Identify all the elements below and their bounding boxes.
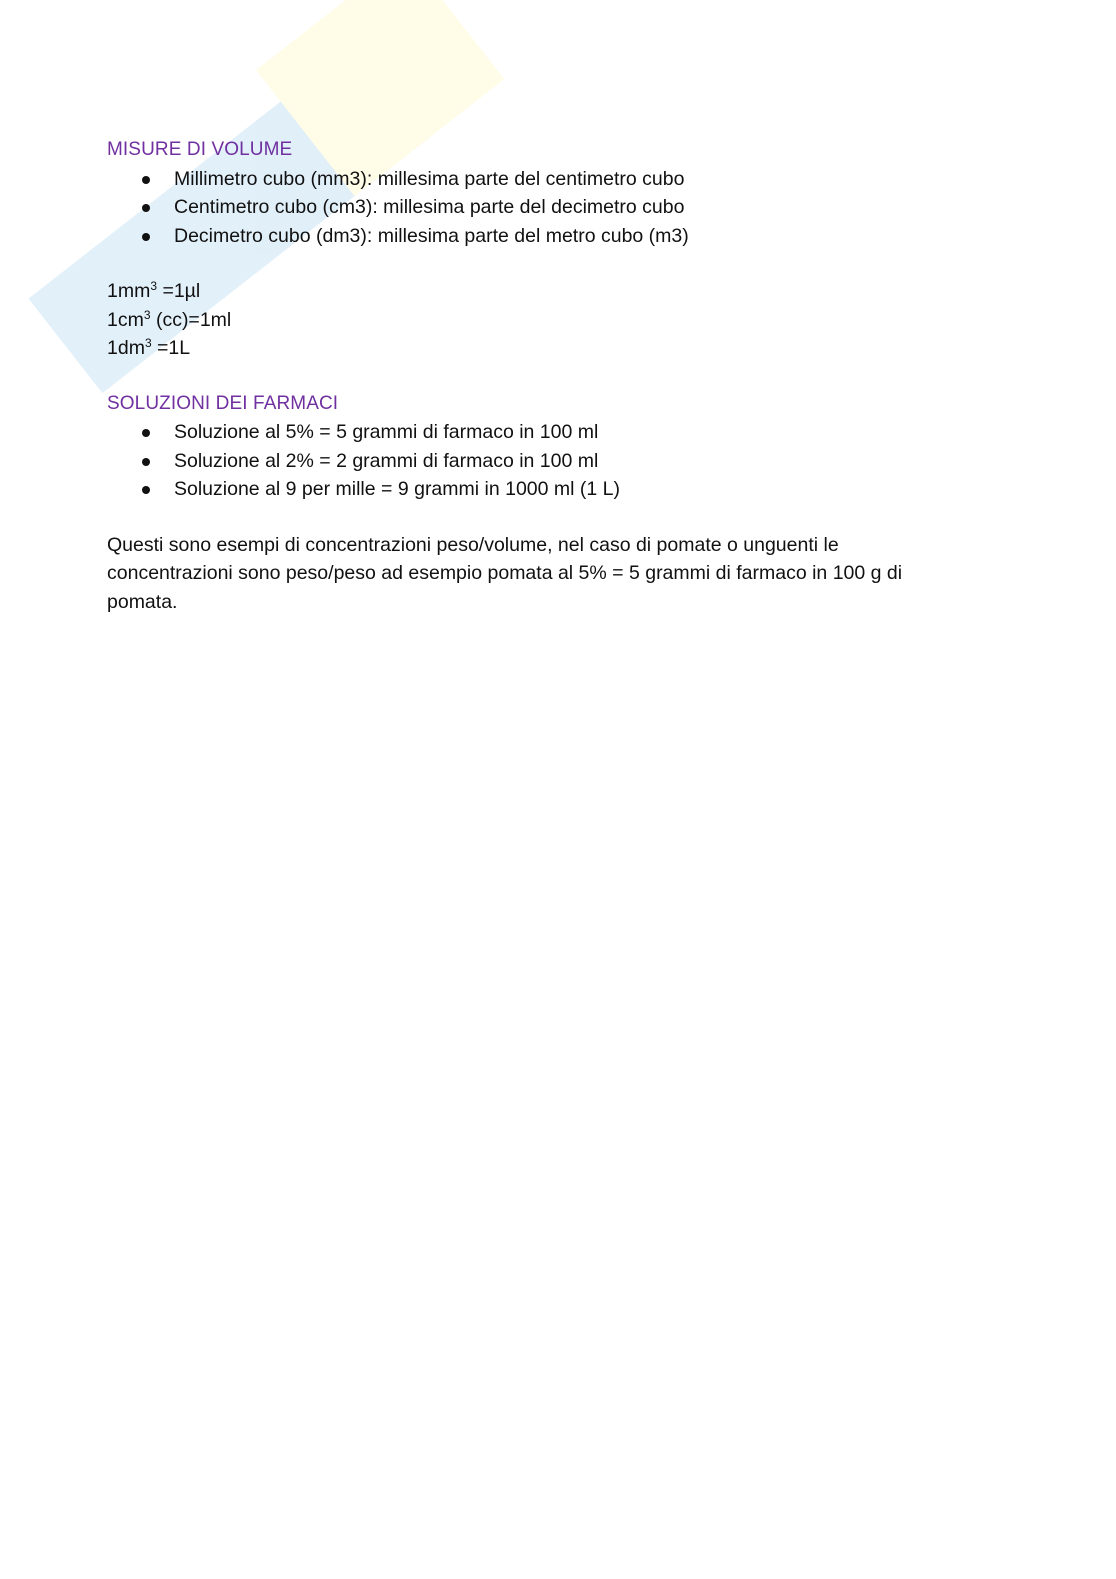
- spacer: [107, 504, 967, 531]
- heading-misure-di-volume: MISURE DI VOLUME: [107, 139, 293, 160]
- list-item-text: Soluzione al 9 per mille = 9 grammi in 1000 ml (1 L): [174, 478, 620, 500]
- list-item: [107, 222, 967, 251]
- list-item-text: Soluzione al 2% = 2 grammi di farmaco in 100 ml: [174, 449, 599, 472]
- heading-soluzioni-dei-farmaci: SOLUZIONI DEI FARMACI: [107, 392, 339, 414]
- list-item: [107, 447, 967, 476]
- list-item: [107, 418, 967, 447]
- conversion-exponent: 3: [144, 336, 152, 350]
- body-paragraph: Questi sono esempi di concentrazioni peso/volume, nel caso di pomate o unguenti le concentrazioni sono peso/peso ad esempio pomata al 5% = 5 grammi di farmaco in 100 g di pomata.: [107, 533, 903, 613]
- spacer: [107, 363, 967, 390]
- conversion-value: =1L: [151, 337, 191, 359]
- conversion-exponent: 3: [143, 307, 151, 322]
- list-item: [107, 475, 967, 504]
- conversion-value: (cc)=1ml: [150, 308, 232, 331]
- bullet-icon: [142, 429, 150, 437]
- bullet-icon: [142, 458, 150, 466]
- list-item-text: Decimetro cubo (dm3): millesima parte del metro cubo (m3): [174, 224, 689, 247]
- list-item: [107, 193, 967, 222]
- document-page: [107, 136, 967, 616]
- list-item: [107, 165, 967, 194]
- conversion-unit: 1cm: [107, 308, 144, 331]
- conversion-exponent: 3: [150, 279, 158, 293]
- conversion-unit: 1mm: [107, 280, 151, 302]
- conversion-line: [107, 306, 967, 335]
- conversion-unit: 1dm: [107, 337, 145, 359]
- list-item-text: Millimetro cubo (mm3): millesima parte del centimetro cubo: [174, 167, 685, 190]
- bullet-icon: [142, 176, 150, 184]
- bullet-icon: [142, 204, 150, 212]
- bullet-icon: [142, 486, 150, 494]
- bullet-icon: [142, 233, 150, 241]
- conversion-line: [107, 334, 967, 363]
- list-item-text: Soluzione al 5% = 5 grammi di farmaco in 100 ml: [174, 421, 599, 443]
- conversion-value: =1µl: [157, 280, 201, 302]
- list-drug-solutions: [107, 418, 967, 504]
- conversion-line: [107, 277, 967, 306]
- list-item-text: Centimetro cubo (cm3): millesima parte del decimetro cubo: [174, 196, 685, 218]
- spacer: [107, 250, 967, 277]
- list-volume-units: [107, 165, 967, 251]
